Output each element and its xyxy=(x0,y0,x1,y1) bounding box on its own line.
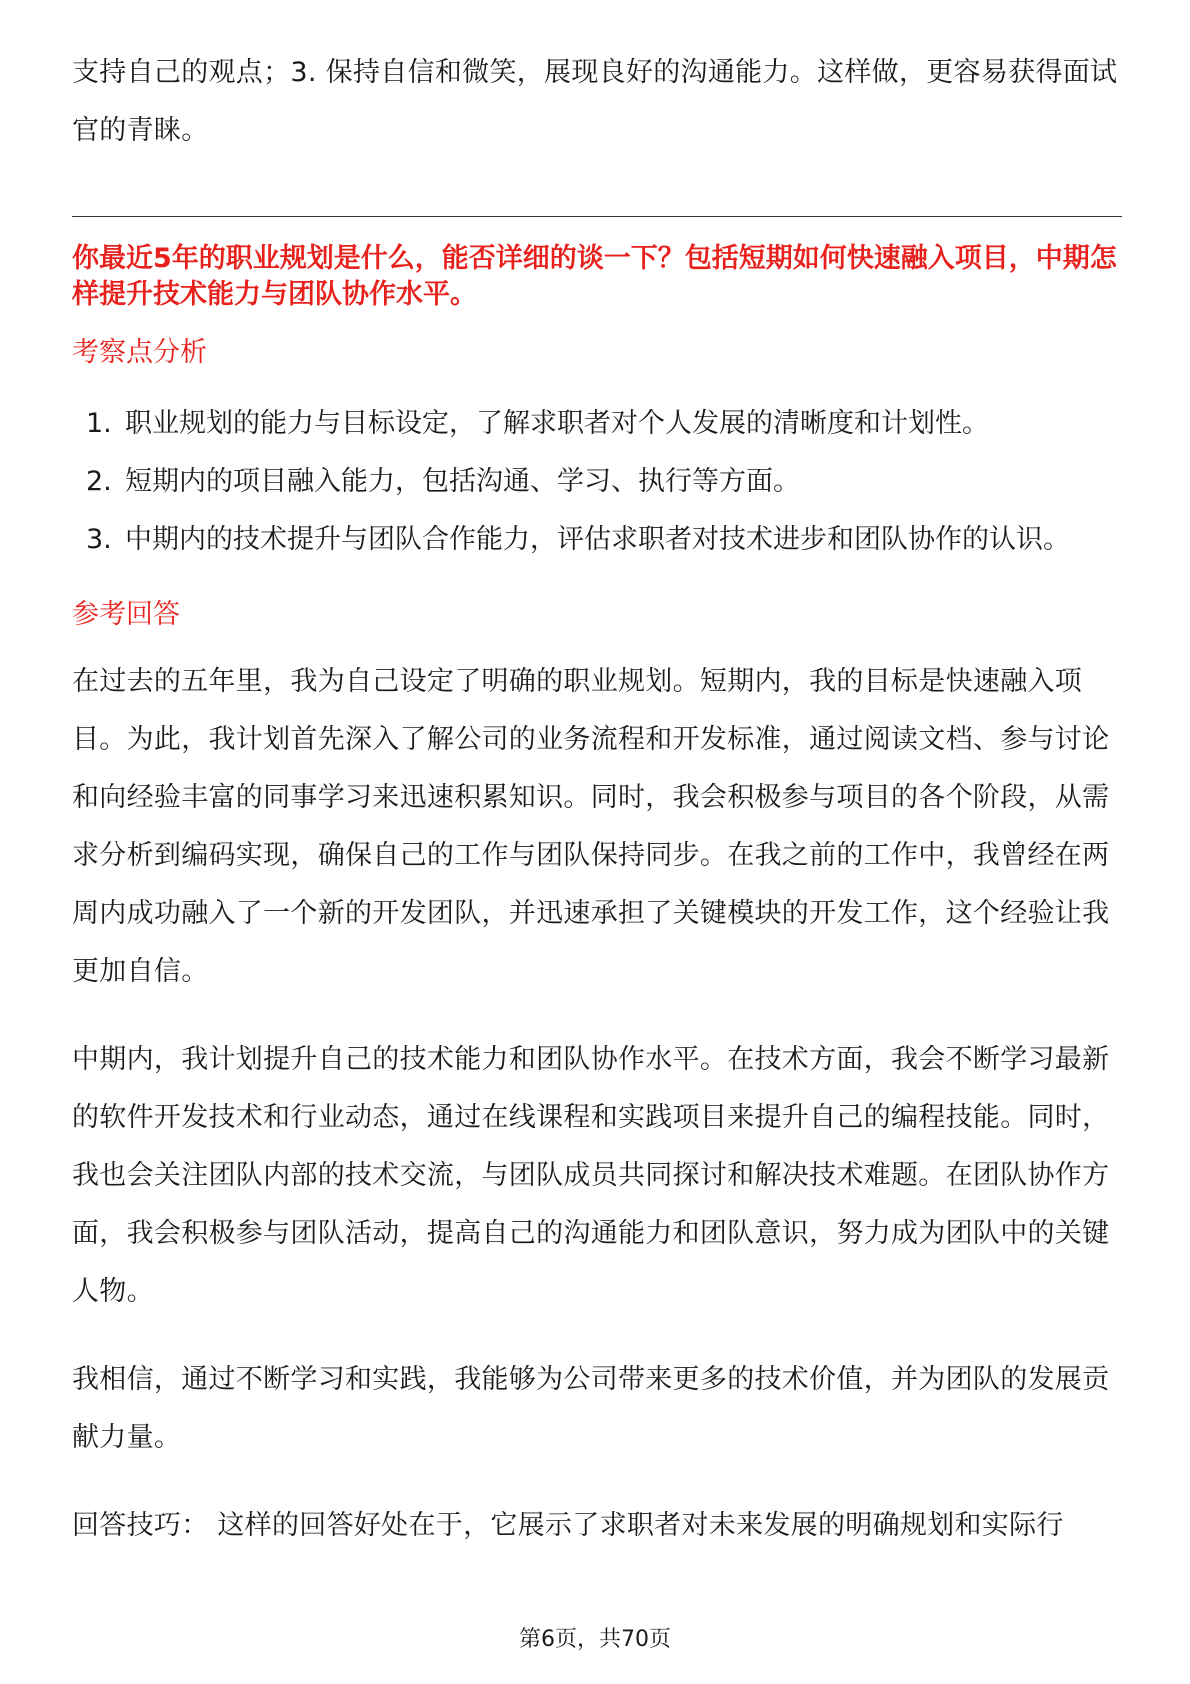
answer-paragraph: 中期内，我计划提升自己的技术能力和团队协作水平。在技术方面，我会不断学习最新的软件开发技术和行业动态，通过在线课程和实践项目来提升自己的编程技能。同时，我也会关注团队内部的技术交流，与团队成员共同探讨和解决技术难题。在团队协作方面，我会积极参与团队活动，提高自己的沟通能力和团队意识，努力成为团队中的关键人物。 xyxy=(72,1044,1110,1307)
point-text: 中期内的技术提升与团队合作能力，评估求职者对技术进步和团队协作的认识。 xyxy=(125,524,1070,555)
answer-tip: 回答技巧： 这样的回答好处在于，它展示了求职者对未来发展的明确规划和实际行 xyxy=(72,1510,1064,1541)
answer-paragraph: 在过去的五年里，我为自己设定了明确的职业规划。短期内，我的目标是快速融入项目。为此，我计划首先深入了解公司的业务流程和开发标准，通过阅读文档、参与讨论和向经验丰富的同事学习来迅速积累知识。同时，我会积极参与项目的各个阶段，从需求分析到编码实现，确保自己的工作与团队保持同步。在我之前的工作中，我曾经在两周内成功融入了一个新的开发团队，并迅速承担了关键模块的开发工作，这个经验让我更加自信。 xyxy=(72,666,1110,987)
analysis-point xyxy=(72,395,1122,453)
analysis-point xyxy=(72,453,1122,511)
analysis-point xyxy=(72,511,1122,569)
analysis-title: 考察点分析 xyxy=(72,337,207,368)
page-number: 第6页，共70页 xyxy=(519,1627,671,1652)
point-text: 短期内的项目融入能力，包括沟通、学习、执行等方面。 xyxy=(125,466,800,497)
point-number: 1. xyxy=(86,408,112,439)
section-divider xyxy=(72,216,1122,217)
analysis-points-list xyxy=(72,395,1122,569)
question-heading: 你最近5年的职业规划是什么，能否详细的谈一下？包括短期如何快速融入项目，中期怎样提升技术能力与团队协作水平。 xyxy=(72,243,1117,310)
point-number: 2. xyxy=(86,466,112,497)
page-content xyxy=(72,44,1122,1555)
answer-title: 参考回答 xyxy=(72,599,180,630)
point-number: 3. xyxy=(86,524,112,555)
previous-answer-continuation: 支持自己的观点；3. 保持自信和微笑，展现良好的沟通能力。这样做，更容易获得面试官的青睐。 xyxy=(72,57,1118,146)
answer-paragraph: 我相信，通过不断学习和实践，我能够为公司带来更多的技术价值，并为团队的发展贡献力量。 xyxy=(72,1364,1110,1453)
point-text: 职业规划的能力与目标设定，了解求职者对个人发展的清晰度和计划性。 xyxy=(125,408,989,439)
